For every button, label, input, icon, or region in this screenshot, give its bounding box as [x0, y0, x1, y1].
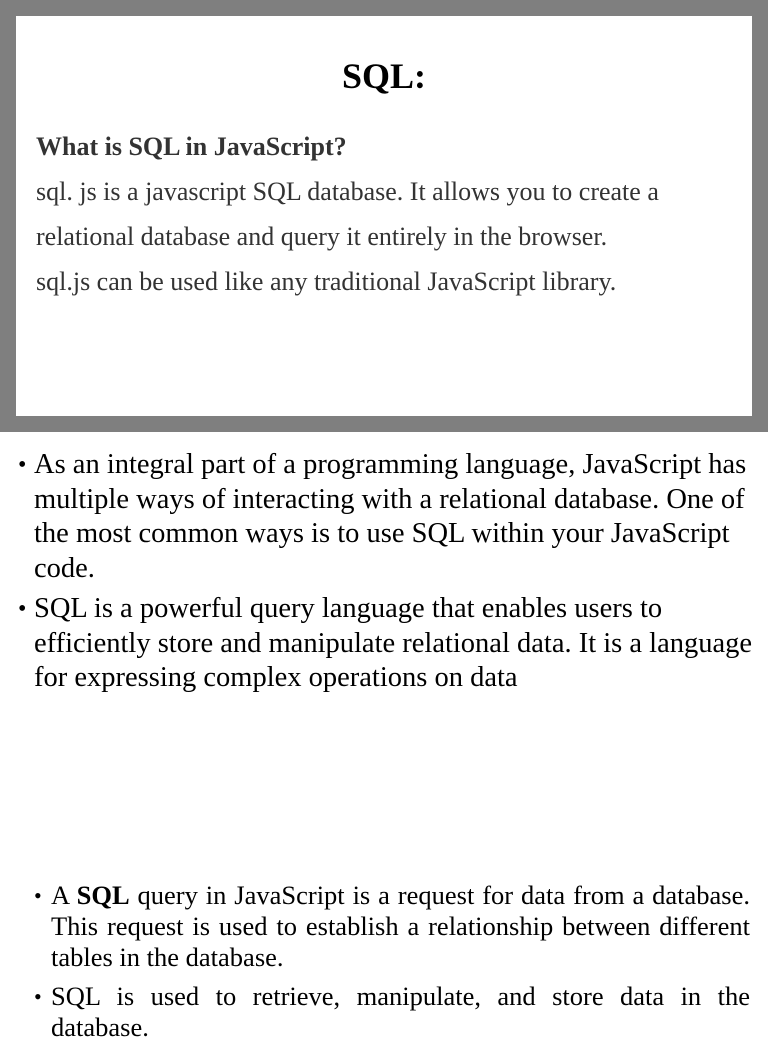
bullet-list-lower	[34, 880, 750, 1051]
bullet-text: query in JavaScript is a request for data from a database. This request is used to establish a relationship between different tables in the database.	[51, 880, 750, 972]
slide-line-3: sql.js can be used like any traditional JavaScript library.	[36, 267, 617, 296]
bullet-item	[34, 981, 750, 1043]
slide-card	[16, 16, 752, 416]
bullet-prefix: A	[51, 880, 69, 910]
bullet-text: SQL is a powerful query language that enables users to efficiently store and manipulate relational data. It is a language for expressing complex operations on data	[34, 593, 753, 693]
bullet-bold-term: SQL	[76, 880, 130, 910]
bullet-text: As an integral part of a programming language, JavaScript has multiple ways of interacting with a relational database. One of the most common ways is to use SQL within your JavaScript code.	[34, 449, 747, 584]
bullet-item	[34, 880, 750, 973]
slide-line-1: sql. js is a javascript SQL database. It allows you to create a	[36, 177, 659, 206]
bullet-item	[18, 448, 758, 586]
bullet-icon: •	[18, 452, 27, 478]
slide-heading: What is SQL in JavaScript?	[36, 132, 347, 161]
bullet-item	[18, 592, 758, 696]
slide-frame	[0, 0, 768, 432]
bullet-text: SQL is used to retrieve, manipulate, and store data in the database.	[51, 981, 750, 1042]
bullet-icon: •	[34, 984, 42, 1009]
bullet-icon: •	[18, 596, 27, 622]
bullet-list-main	[18, 448, 758, 702]
bullet-icon: •	[34, 883, 42, 908]
slide-line-2: relational database and query it entirely in the browser.	[36, 222, 608, 251]
slide-title: SQL:	[341, 56, 427, 96]
